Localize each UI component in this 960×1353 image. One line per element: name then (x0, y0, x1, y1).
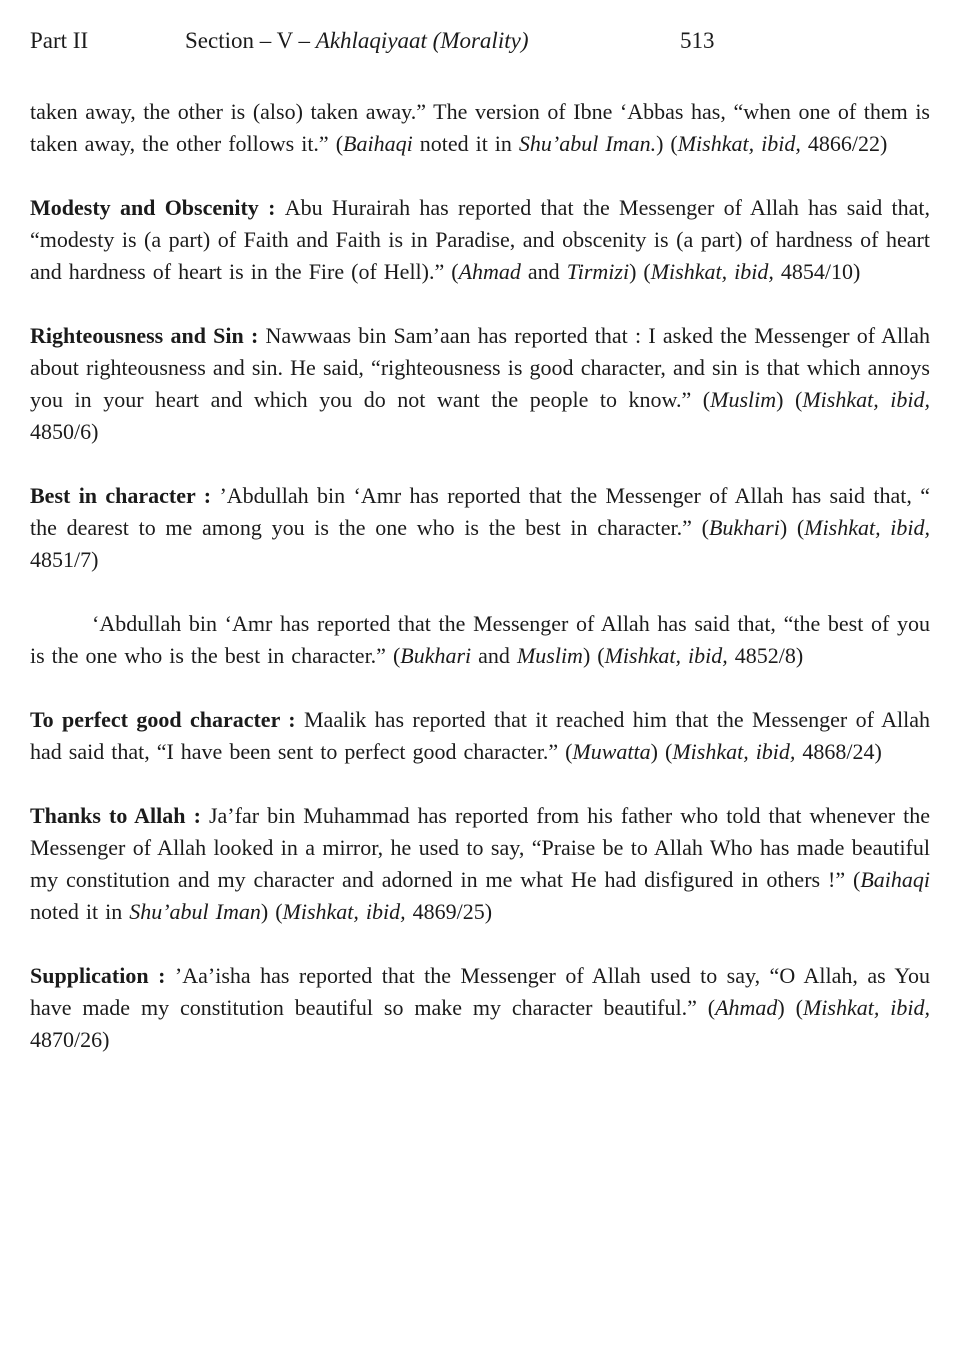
citation-italic-run: Baihaqi (860, 867, 930, 892)
citation-italic-run: Mishkat, ibid, (677, 131, 801, 156)
body-text-run: 4870/26) (30, 1027, 110, 1052)
citation-italic-run: Bukhari (708, 515, 780, 540)
page-number: 513 (680, 28, 715, 53)
paragraph (30, 704, 930, 768)
citation-italic-run: Muwatta (572, 739, 651, 764)
header-part-label: Part II (30, 28, 89, 53)
body-text-run: 4866/22) (800, 131, 888, 156)
body-text-run: ) ( (260, 899, 283, 924)
paragraph (30, 608, 930, 672)
body-text-run: Abu Hurairah has reported that the Messenger of Allah has said that, “modesty is (a part) of Faith and Faith is in Paradise, and obscenity is (a part) of hardness of heart and hardness of heart is in the Fire (of Hell).” ( (30, 195, 930, 284)
page-header (30, 26, 930, 60)
paragraph-heading-run: Supplication : (30, 963, 175, 988)
paragraph-heading-run: Righteousness and Sin : (30, 323, 266, 348)
body-text-run: ) ( (582, 643, 605, 668)
body-text-run: ’Aa’isha has reported that the Messenger of Allah used to say, “O Allah, as You have made my constitution beautiful so make my character beautiful.” ( (30, 963, 931, 1020)
paragraph (30, 192, 930, 288)
body-text-run: 4869/25) (405, 899, 493, 924)
paragraph (30, 480, 930, 576)
paragraph (30, 96, 930, 160)
body-text-run: ) ( (656, 131, 678, 156)
citation-italic-run: Mishkat, ibid, (804, 515, 931, 540)
body-text-run: and (471, 643, 517, 668)
citation-italic-run: Mishkat, ibid, (802, 995, 930, 1020)
header-section-name: Akhlaqiyaat (Morality) (315, 28, 529, 53)
citation-italic-run: Shu’abul Iman. (518, 131, 657, 156)
body-text-run: noted it in (30, 899, 130, 924)
header-section-title (185, 26, 528, 56)
paragraph (30, 960, 930, 1056)
citation-italic-run: Mishkat, ibid, (672, 739, 796, 764)
citation-italic-run: Mishkat, ibid, (604, 643, 728, 668)
paragraph-heading-run: Thanks to Allah : (30, 803, 209, 828)
citation-italic-run: Tirmizi (566, 259, 630, 284)
citation-italic-run: Mishkat, ibid, (282, 899, 406, 924)
paragraph (30, 320, 930, 448)
body-text-run: Nawwaas bin Sam’aan has reported that : I asked the Messenger of Allah about righteousness and sin. He said, “righteousness is good character, and sin is that which annoys you in your heart and which you do not want the people to know.” ( (30, 323, 930, 412)
body-text-run: ’Abdullah bin ‘Amr has reported that the Messenger of Allah has said that, “ the dearest to me among you is the one who is the best in character.” ( (30, 483, 930, 540)
citation-italic-run: Ahmad (715, 995, 778, 1020)
paragraph-heading-run: Modesty and Obscenity : (30, 195, 285, 220)
body-text-run: ‘Abdullah bin ‘Amr has reported that the Messenger of Allah has said that, “the best of you is the one who is the best in character.” ( (30, 611, 930, 668)
paragraph (30, 800, 930, 928)
citation-italic-run: Muslim (710, 387, 777, 412)
body-text-run: 4852/8) (727, 643, 804, 668)
citation-italic-run: Mishkat, ibid, (650, 259, 774, 284)
body-text-run: 4850/6) (30, 419, 99, 444)
body-text-run: ) ( (629, 259, 651, 284)
citation-italic-run: Mishkat, ibid, (802, 387, 930, 412)
paragraph-heading-run: Best in character : (30, 483, 220, 508)
citation-italic-run: Baihaqi (343, 131, 413, 156)
body-text-run: ) ( (650, 739, 673, 764)
citation-italic-run: Shu’abul Iman (129, 899, 261, 924)
body-text-run: and (520, 259, 567, 284)
citation-italic-run: Muslim (516, 643, 583, 668)
body-text-run: ) ( (776, 387, 803, 412)
body-text-run: taken away, the other is (also) taken away.” The version of Ibne ‘Abbas has, “when one of them is taken away, the other follows it.” ( (30, 99, 930, 156)
body-text-run: 4851/7) (30, 547, 99, 572)
citation-italic-run: Ahmad (458, 259, 521, 284)
body-text-run: ) ( (777, 995, 803, 1020)
document-body (30, 96, 930, 1056)
body-text-run: 4854/10) (773, 259, 861, 284)
body-text-run: 4868/24) (795, 739, 882, 764)
header-section-prefix: Section – V – (185, 28, 316, 53)
body-text-run: Maalik has reported that it reached him that the Messenger of Allah had said that, “I have been sent to perfect good character.” ( (30, 707, 930, 764)
citation-italic-run: Bukhari (400, 643, 472, 668)
body-text-run: noted it in (412, 131, 519, 156)
body-text-run: Ja’far bin Muhammad has reported from his father who told that whenever the Messenger of Allah looked in a mirror, he used to say, “Praise be to Allah Who has made beautiful my constitution and my character and adorned in me what He had disfigured in others !” ( (30, 803, 930, 892)
paragraph-heading-run: To perfect good character : (30, 707, 304, 732)
body-text-run: ) ( (779, 515, 805, 540)
